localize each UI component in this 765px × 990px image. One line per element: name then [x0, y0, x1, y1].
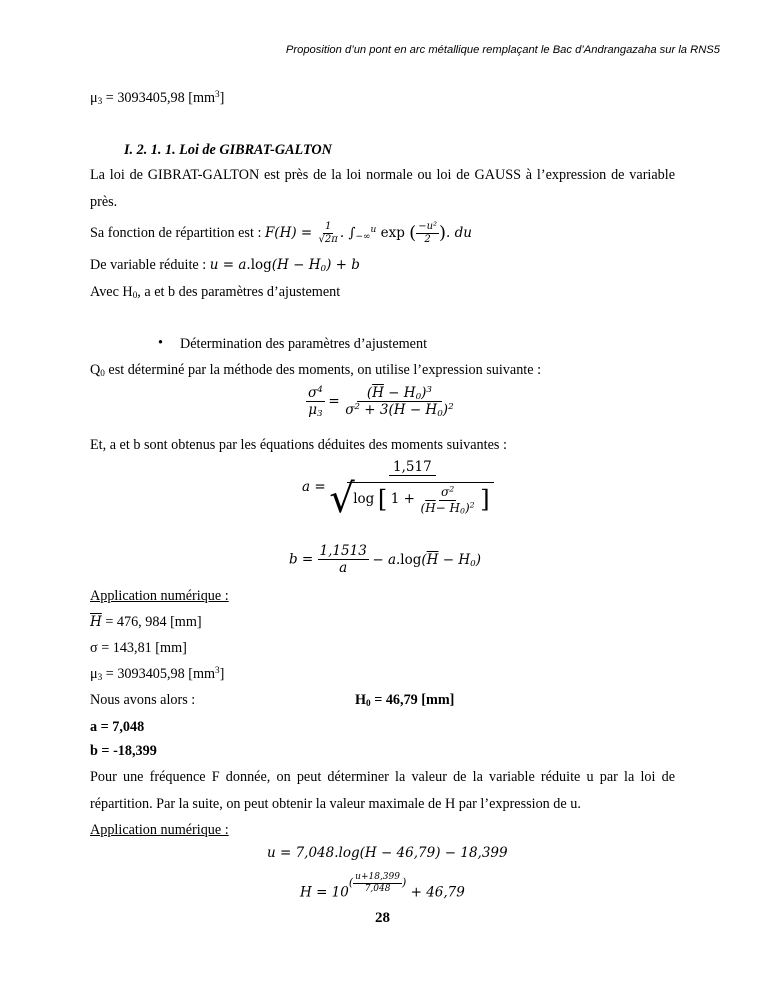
paragraph-line: Pour une fréquence F donnée, on peut déterminer la valeur de la variable réduite u par la loi de: [90, 769, 675, 785]
a-formula: a = 1,517 √ log [ 1 + $\frac{\sigma^2}{(\overline{H}- H_0)^2}$ ]: [302, 459, 496, 515]
subsection-title: Détermination des paramètres d’ajustement: [180, 336, 428, 352]
paragraph-line: La loi de GIBRAT-GALTON est près de la loi normale ou loi de GAUSS à l’expression de variable: [90, 167, 675, 183]
b-formula: b = $\frac{1,1513}{a}$ − $a.\log(\overline{H} - H_0)$: [289, 543, 481, 577]
mu3-line: $\mu_3 = 3093405,98$ $[mm^3]$: [90, 88, 225, 106]
h-formula: $H = 10^{( \frac{u+18,399}{7,048} )} + 46,79$: [300, 872, 465, 901]
q0-line: $Q_0$ est déterminé par la méthode des moments, on utilise l’expression suivante :: [90, 362, 542, 378]
moments-formula: $\frac{\sigma^4}{\mu_3}$ = $\frac{(\overline{H} - H_0)^3}{\sigma^2 + 3(\overline{H} - H_0)^2}$: [308, 385, 454, 419]
variable-formula: $u = a.\log(H - H_0) + b$: [209, 257, 360, 274]
page-number: 28: [375, 910, 390, 926]
alors-label: Nous avons alors :: [90, 692, 196, 708]
section-heading: I. 2. 1. 1. Loi de GIBRAT-GALTON: [124, 142, 332, 158]
paragraph-line: répartition. Par la suite, on peut obtenir la valeur maximale de H par l’expression de u.: [90, 796, 581, 812]
mu3-value-line: $\mu_3 = 3093405,98$ $[mm^3]$: [90, 664, 225, 682]
running-header: Proposition d’un pont en arc métallique remplaçant le Bac d’Andrangazaha sur la RNS5: [285, 44, 720, 56]
application-label: Application numérique :: [90, 822, 229, 838]
b-result: b = -18,399: [90, 743, 157, 759]
variable-reduite-line: De variable réduite : $u = a.\log(H - H_0) + b$: [90, 257, 360, 274]
sigma-line: σ = 143,81 [mm]: [90, 640, 187, 656]
u-formula: u = 7,048.log(H − 46,79) − 18,399: [267, 845, 508, 861]
paragraph-line: près.: [90, 194, 118, 210]
application-label: Application numérique :: [90, 588, 229, 604]
hbar-line: $\overline{H} = 476$, 984 [mm]: [90, 614, 202, 630]
a-result: a = 7,048: [90, 719, 145, 735]
bullet-icon: •: [158, 335, 163, 351]
repartition-function-line: Sa fonction de répartition est : F(H) = $\frac{1}{√2\pi}$ . $\int_{-\infty}^u$ exp ( $\frac{\text{−u²}}{2}$ ). du: [90, 221, 472, 245]
repartition-formula: F(H) = $\frac{1}{√2\pi}$ . $\int_{-\infty}^u$ exp ( $\frac{\text{−u²}}{2}$ ). du: [264, 221, 472, 245]
h0-result: $H_0 = 46,79$ [mm]: [355, 692, 455, 708]
ab-line: Et, a et b sont obtenus par les équations déduites des moments suivantes :: [90, 437, 507, 453]
params-line: Avec $H_0$, a et b des paramètres d’ajustement: [90, 284, 341, 300]
